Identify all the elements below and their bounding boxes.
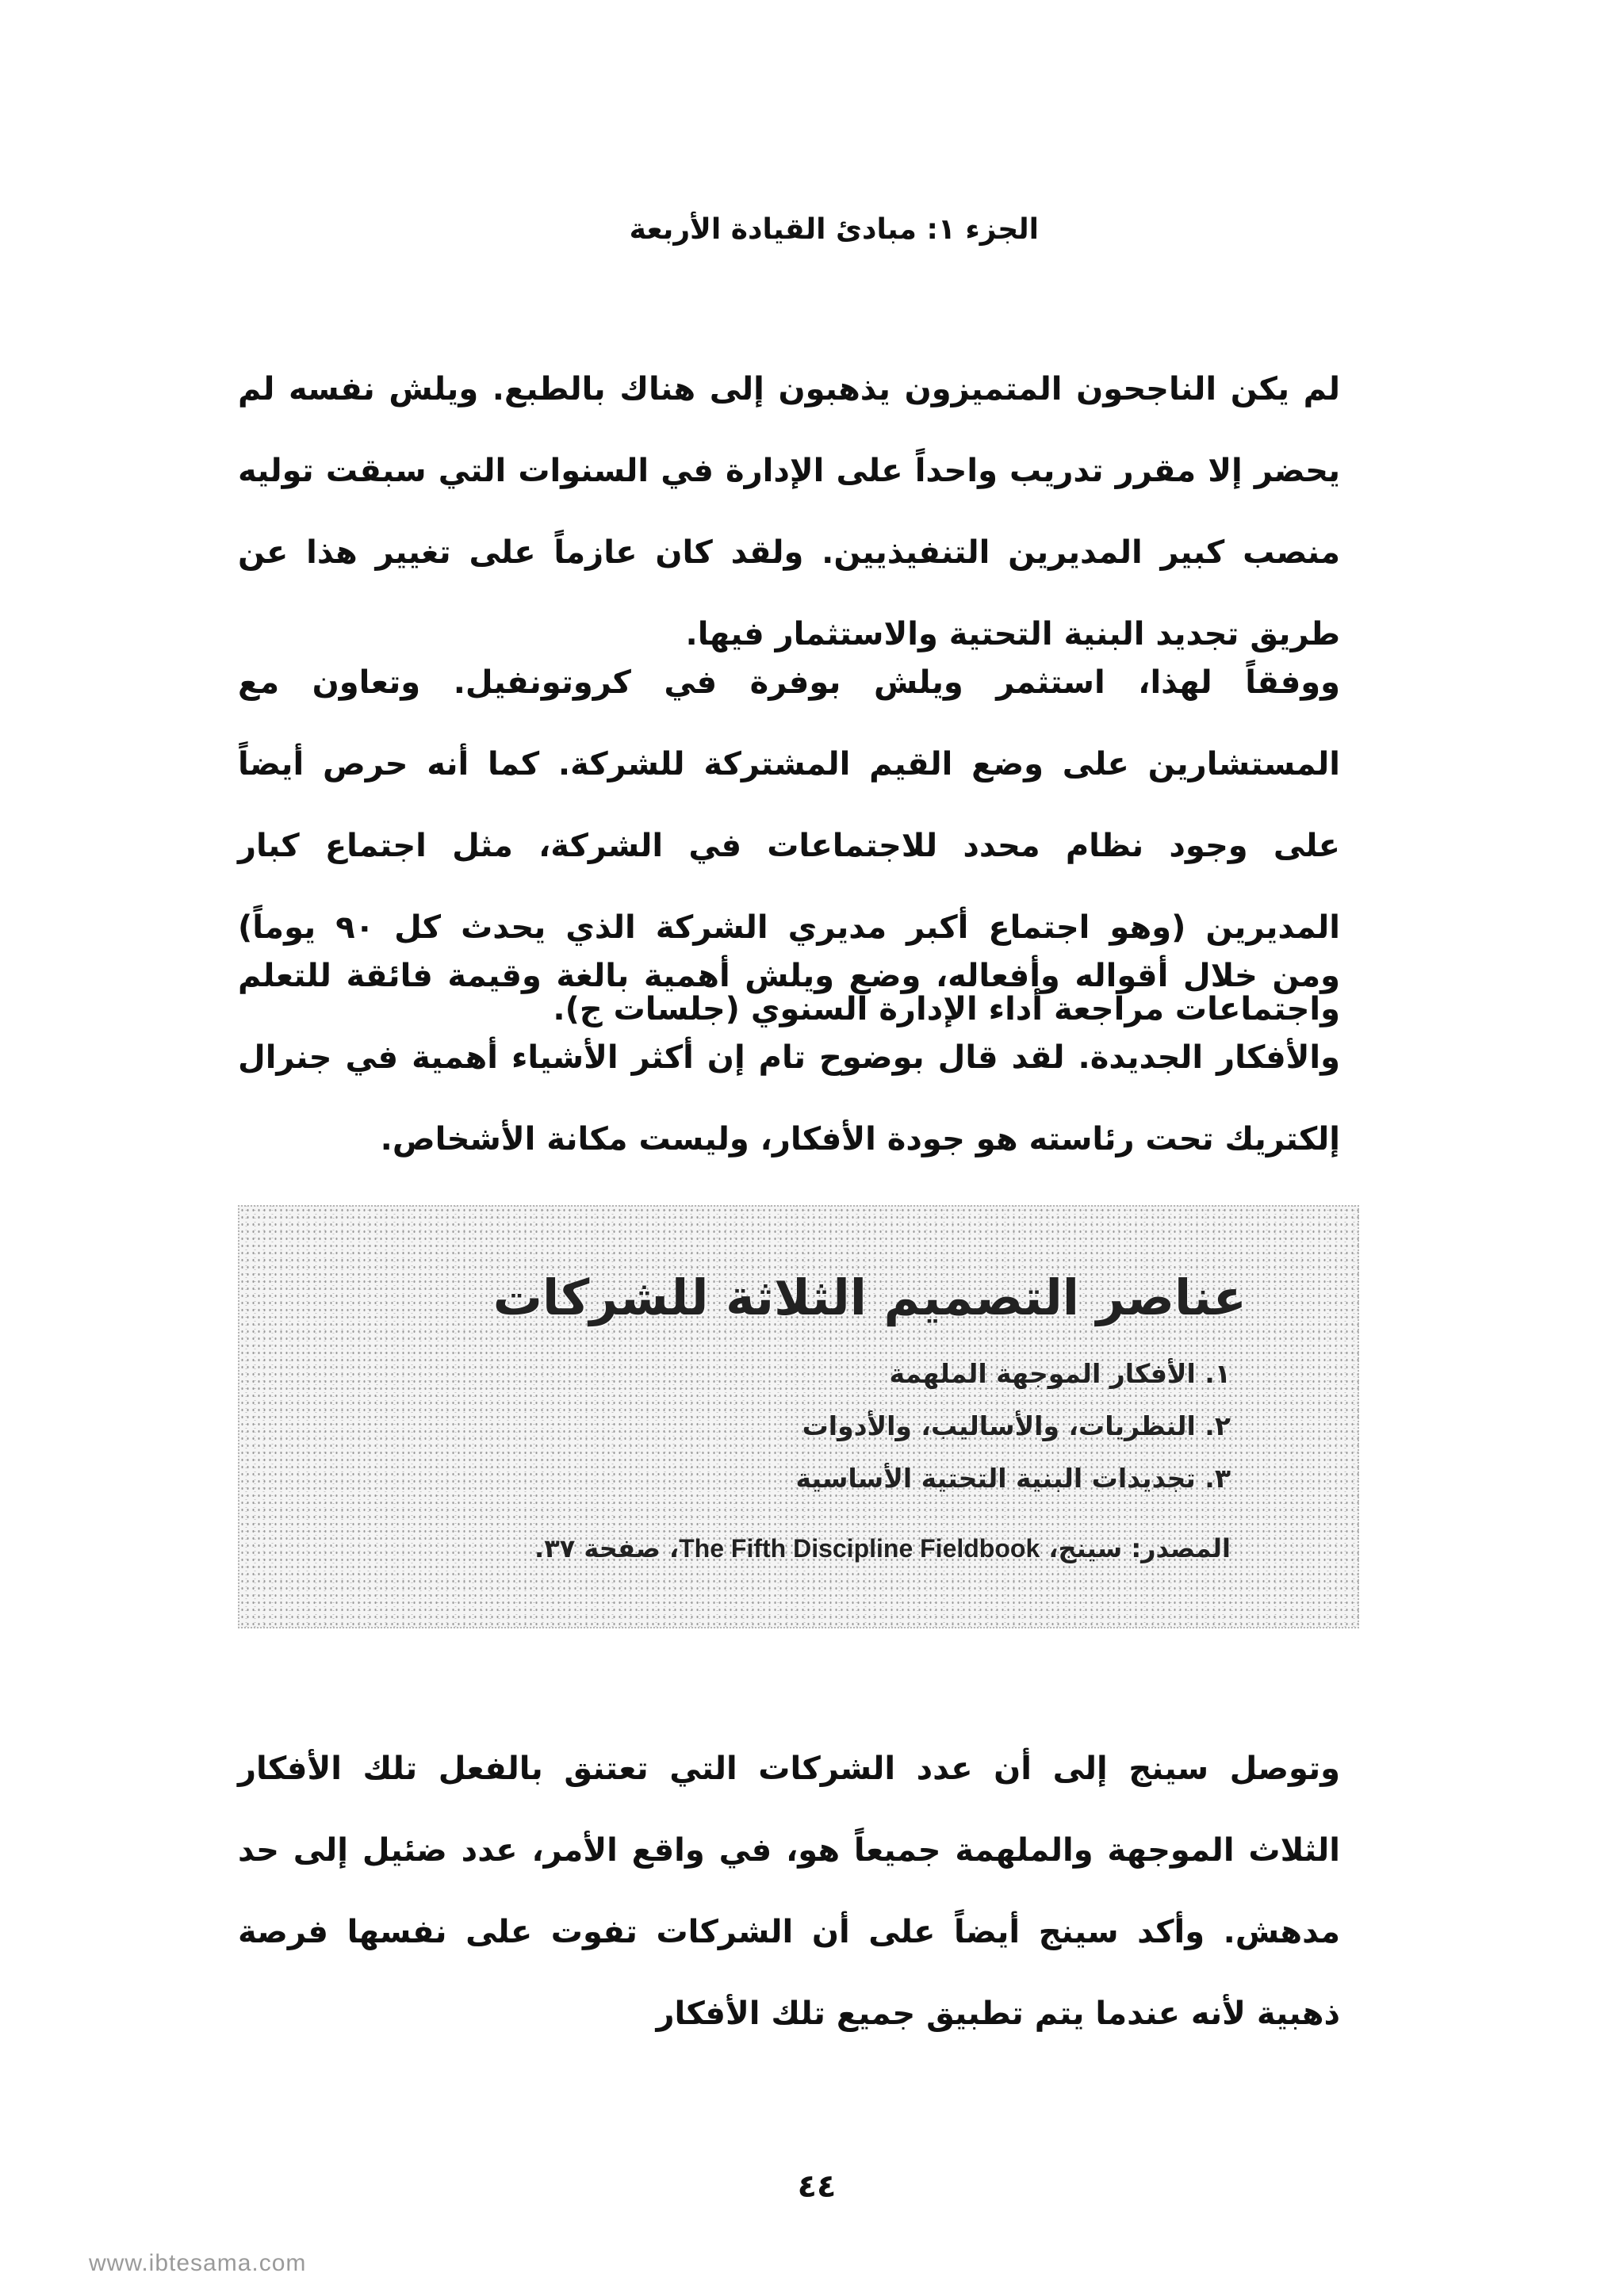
- watermark: www.ibtesama.com: [89, 2250, 307, 2276]
- sidebar-list: [795, 1348, 1231, 1505]
- source-prefix: المصدر: سينج،: [1048, 1533, 1231, 1563]
- body-paragraph-3: ومن خلال أقواله وأفعاله، وضع ويلش أهمية بالغة وقيمة فائقة للتعلم والأفكار الجديدة. لقد قال بوضوح تام إن أكثر الأشياء أهمية في جنرال إلكتريك تحت رئاسته هو جودة الأفكار، وليست مكانة الأشخاص.: [238, 958, 1340, 1158]
- sidebar-item-2: ٢. النظريات، والأساليب، والأدوات: [802, 1410, 1231, 1441]
- body-paragraph-2: ووفقاً لهذا، استثمر ويلش بوفرة في كروتونفيل. وتعاون مع المستشارين على وضع القيم المشتركة للشركة. كما أنه حرص أيضاً على وجود نظام محدد للاجتماعات في الشركة، مثل اجتماع كبار المديرين (وهو اجتماع أكبر مديري الشركة الذي يحدث كل ٩٠ يوماً) واجتماعات مراجعة أداء الإدارة السنوي (جلسات ج).: [238, 664, 1340, 1027]
- source-suffix: ، صفحة ٣٧.: [534, 1533, 680, 1563]
- page-number: ٤٤: [797, 2168, 837, 2205]
- sidebar-item-1: ١. الأفكار الموجهة الملهمة: [889, 1358, 1231, 1389]
- running-header: الجزء ١: مبادئ القيادة الأربعة: [629, 213, 1039, 246]
- sidebar-source: [534, 1533, 1231, 1563]
- sidebar-box: [238, 1205, 1359, 1628]
- sidebar-title: عناصر التصميم الثلاثة للشركات: [492, 1269, 1247, 1326]
- body-paragraph-1: لم يكن الناجحون المتميزون يذهبون إلى هناك بالطبع. ويلش نفسه لم يحضر إلا مقرر تدريب واحداً على الإدارة في السنوات التي سبقت توليه منصب كبير المديرين التنفيذيين. ولقد كان عازماً على تغيير هذا عن طريق تجديد البنية التحتية والاستثمار فيها.: [238, 371, 1340, 652]
- source-book-title: The Fifth Discipline Fieldbook: [679, 1534, 1040, 1563]
- body-paragraph-4: وتوصل سينج إلى أن عدد الشركات التي تعتنق بالفعل تلك الأفكار الثلاث الموجهة والملهمة جميعاً هو، في واقع الأمر، عدد ضئيل إلى حد مدهش. وأكد سينج أيضاً على أن الشركات تفوت على نفسها فرصة ذهبية لأنه عندما يتم تطبيق جميع تلك الأفكار: [238, 1751, 1340, 2032]
- sidebar-item-3: ٣. تجديدات البنية التحتية الأساسية: [795, 1463, 1231, 1494]
